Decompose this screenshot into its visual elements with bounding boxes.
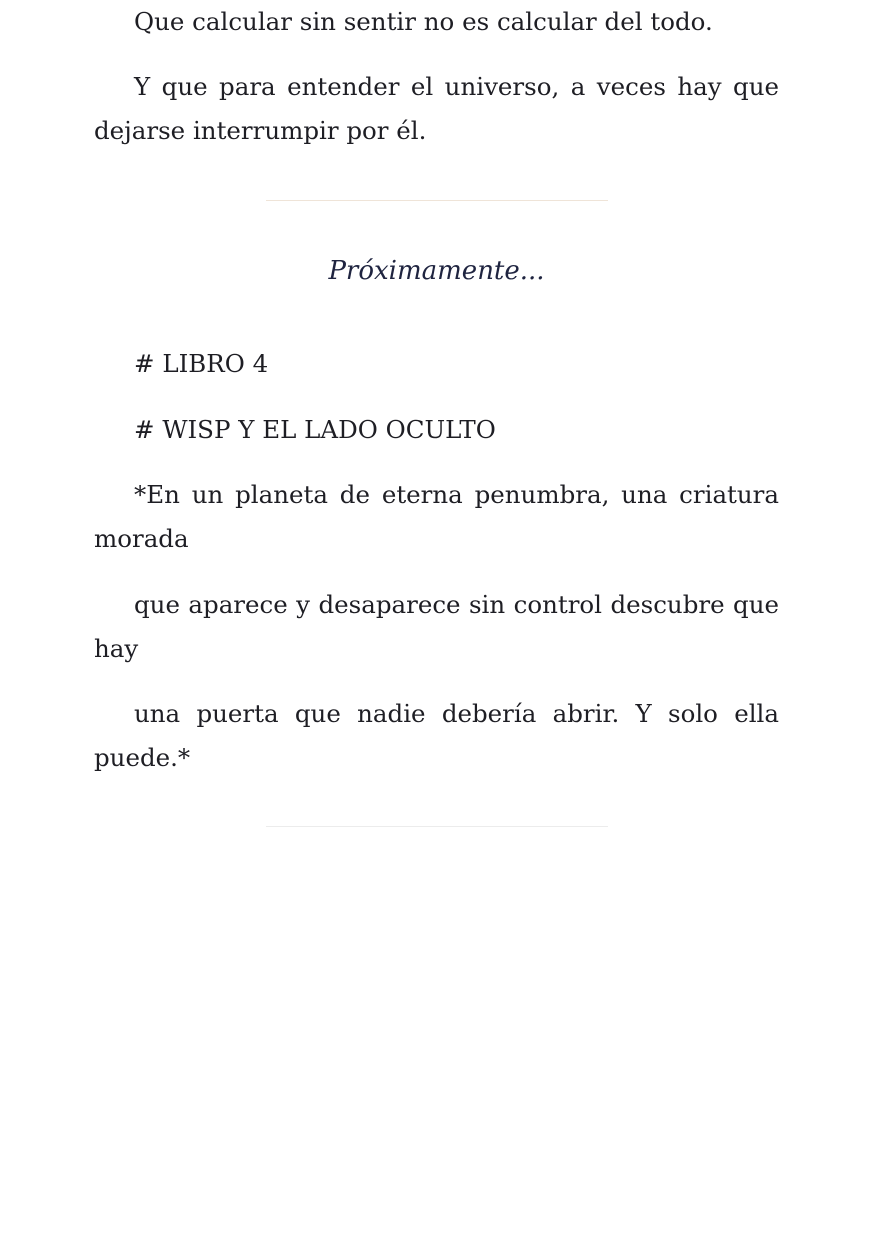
next-book-title: # WISP Y EL LADO OCULTO — [134, 415, 496, 444]
next-book-label: # LIBRO 4 — [134, 349, 269, 378]
teaser-heading: Próximamente... — [328, 256, 545, 286]
paragraph-universo: Y que para entender el universo, a veces hay que dejarse interrumpir por él. — [94, 72, 779, 145]
section-divider-bottom — [266, 826, 608, 827]
section-divider-top — [266, 200, 608, 201]
synopsis-line-3: una puerta que nadie debería abrir. Y solo ella puede.* — [94, 699, 779, 772]
synopsis-line-1: *En un planeta de eterna penumbra, una criatura morada — [94, 480, 779, 553]
synopsis-line-2: que aparece y desaparece sin control descubre que hay — [94, 590, 779, 663]
paragraph-calcular: Que calcular sin sentir no es calcular del todo. — [134, 7, 713, 36]
